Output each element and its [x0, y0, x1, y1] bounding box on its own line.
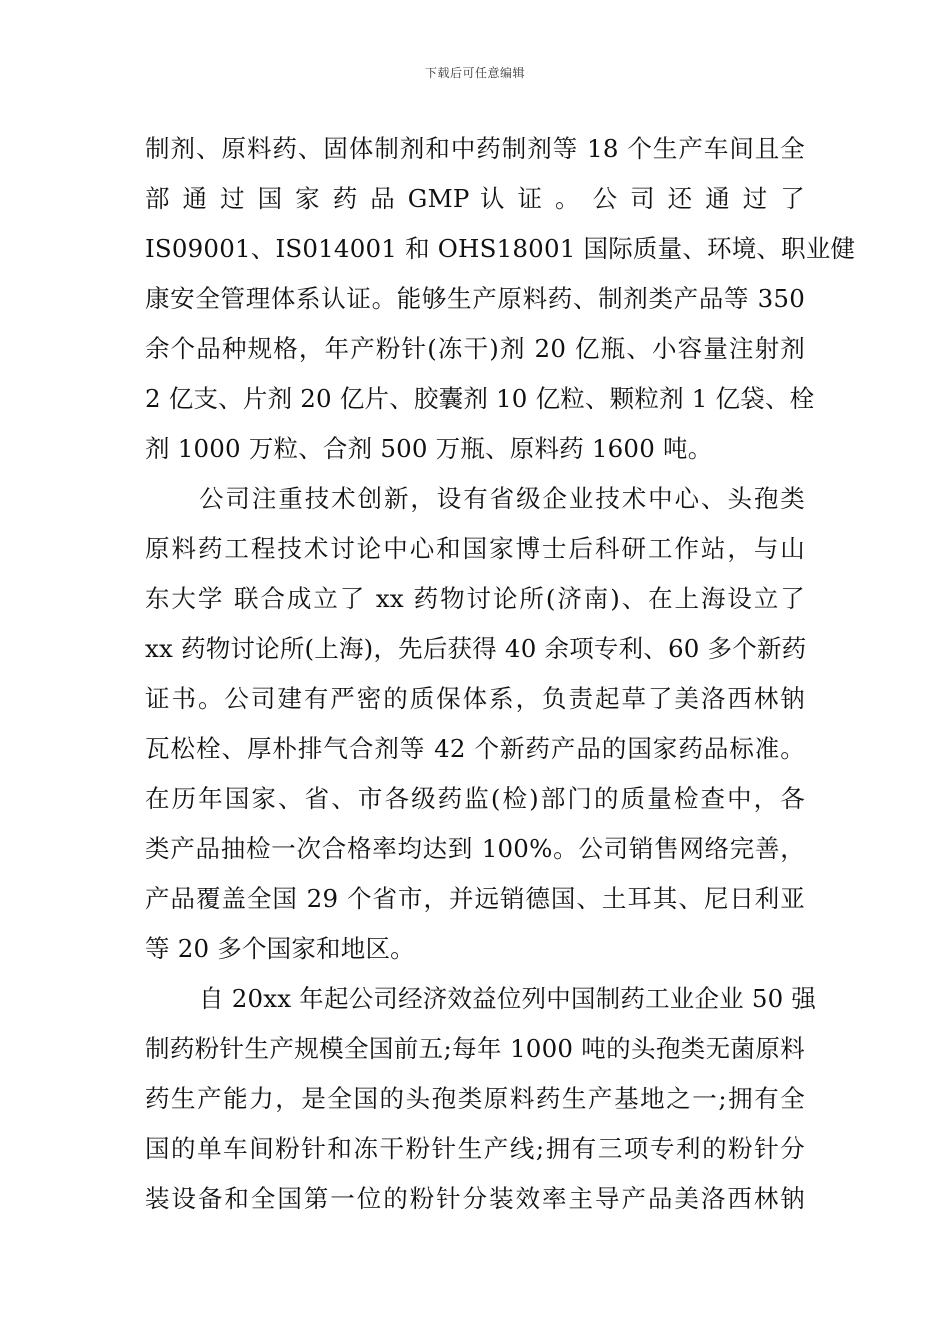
- body-line: 类产品抽检一次合格率均达到 100%。公司销售网络完善，: [145, 834, 805, 863]
- body-line: IS09001、IS014001 和 OHS18001 国际质量、环境、职业健: [145, 234, 856, 263]
- body-line: 瓦松栓、厚朴排气合剂等 42 个新药产品的国家药品标准。: [145, 734, 805, 763]
- body-line: 康安全管理体系认证。能够生产原料药、制剂类产品等 350: [145, 284, 805, 313]
- paragraph-first-line: 公司注重技术创新，设有省级企业技术中心、头孢类: [199, 484, 805, 513]
- body-line: 东大学 联合成立了 xx 药物讨论所(济南)、在上海设立了: [145, 584, 805, 613]
- body-line: 在历年国家、省、市各级药监(检)部门的质量检查中，各: [145, 784, 805, 813]
- body-line: 2 亿支、片剂 20 亿片、胶囊剂 10 亿粒、颗粒剂 1 亿袋、栓: [145, 384, 815, 413]
- body-line: 产品覆盖全国 29 个省市，并远销德国、土耳其、尼日利亚: [145, 884, 805, 913]
- body-line: 国的单车间粉针和冻干粉针生产线;拥有三项专利的粉针分: [145, 1134, 805, 1163]
- body-line: 药生产能力，是全国的头孢类原料药生产基地之一;拥有全: [145, 1084, 805, 1113]
- body-line: 制剂、原料药、固体制剂和中药制剂等 18 个生产车间且全: [145, 134, 805, 163]
- body-line: 部 通 过 国 家 药 品 GMP 认 证 。 公 司 还 通 过 了: [145, 184, 805, 213]
- page-header: 下载后可任意编辑: [424, 66, 525, 80]
- body-line: 剂 1000 万粒、合剂 500 万瓶、原料药 1600 吨。: [145, 434, 713, 463]
- body-line: 等 20 多个国家和地区。: [145, 934, 415, 963]
- body-line: 装设备和全国第一位的粉针分装效率主导产品美洛西林钠: [145, 1184, 805, 1213]
- body-line: 余个品种规格，年产粉针(冻干)剂 20 亿瓶、小容量注射剂: [145, 334, 805, 363]
- paragraph-first-line: 自 20xx 年起公司经济效益位列中国制药工业企业 50 强: [199, 984, 817, 1013]
- body-line: 制药粉针生产规模全国前五;每年 1000 吨的头孢类无菌原料: [145, 1034, 805, 1063]
- body-line: 原料药工程技术讨论中心和国家博士后科研工作站，与山: [145, 534, 805, 563]
- body-line: 证书。公司建有严密的质保体系，负责起草了美洛西林钠: [145, 684, 805, 713]
- body-line: xx 药物讨论所(上海)，先后获得 40 余项专利、60 多个新药: [145, 634, 807, 663]
